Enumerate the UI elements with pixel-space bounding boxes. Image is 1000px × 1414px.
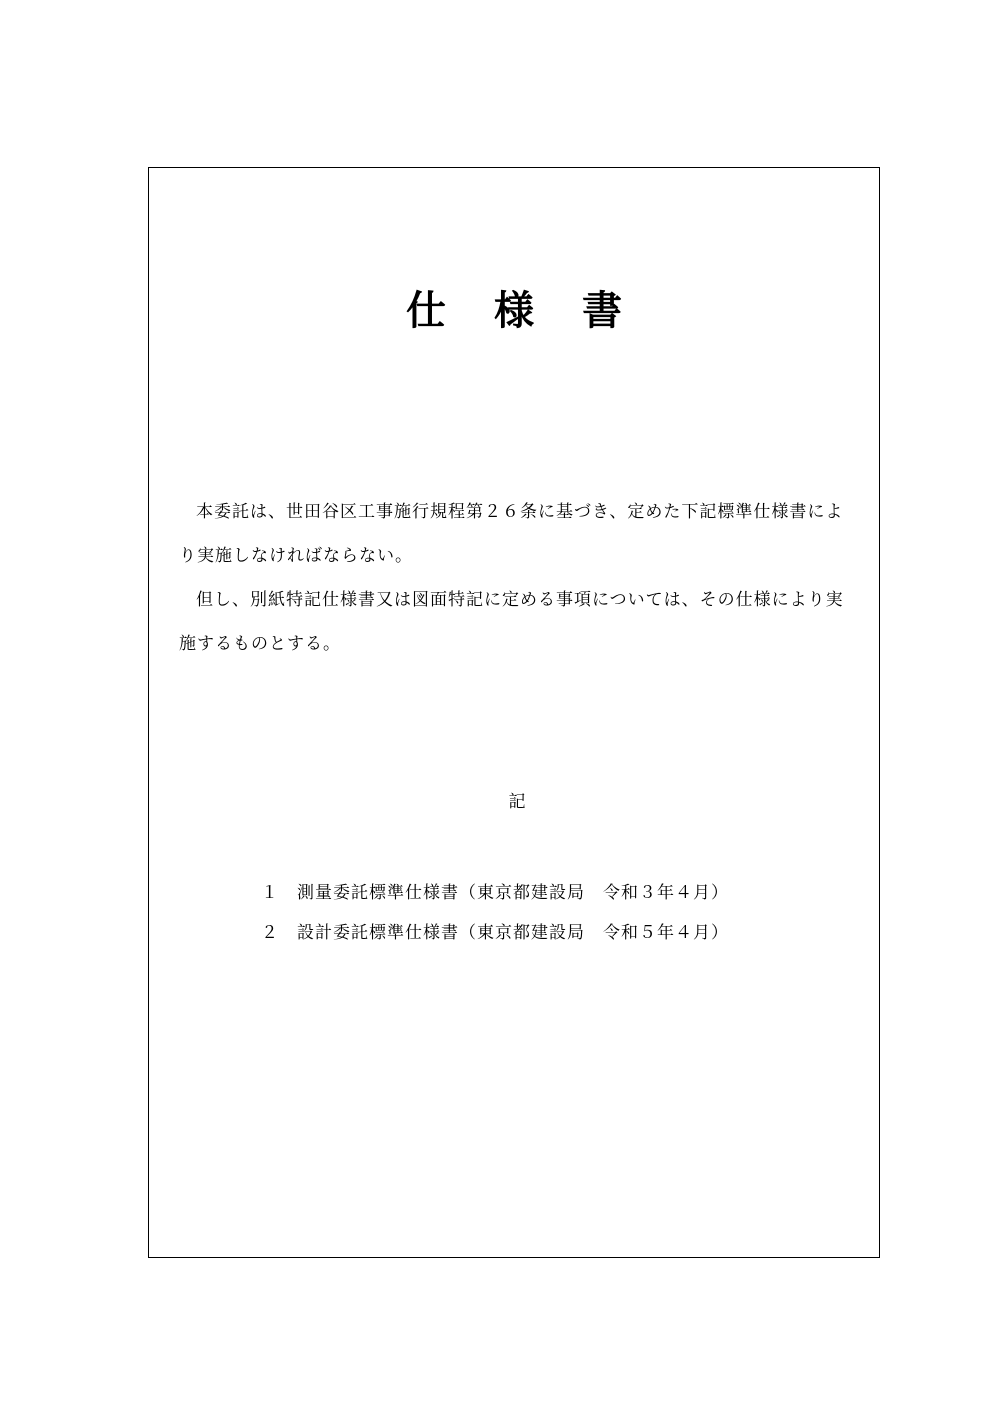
body-paragraph-1: 本委託は、世田谷区工事施行規程第２６条に基づき、定めた下記標準仕様書により実施しなければならない。: [179, 502, 844, 566]
document-title: 仕様書: [406, 288, 670, 334]
list-item: [261, 913, 729, 953]
list-item-text: 設計委託標準仕様書（東京都建設局 令和５年４月）: [297, 923, 729, 943]
document-body: [179, 490, 855, 666]
list-item-text: 測量委託標準仕様書（東京都建設局 令和３年４月）: [297, 883, 729, 903]
list-item: [261, 873, 729, 913]
document-frame: [148, 167, 880, 1258]
list-item-number: １: [261, 883, 279, 903]
list-item-number: ２: [261, 923, 279, 943]
standard-spec-list: [261, 873, 729, 953]
ki-label: 記: [508, 792, 526, 812]
body-paragraph-2: 但し、別紙特記仕様書又は図面特記に定める事項については、その仕様により実施するものとする。: [179, 590, 844, 654]
